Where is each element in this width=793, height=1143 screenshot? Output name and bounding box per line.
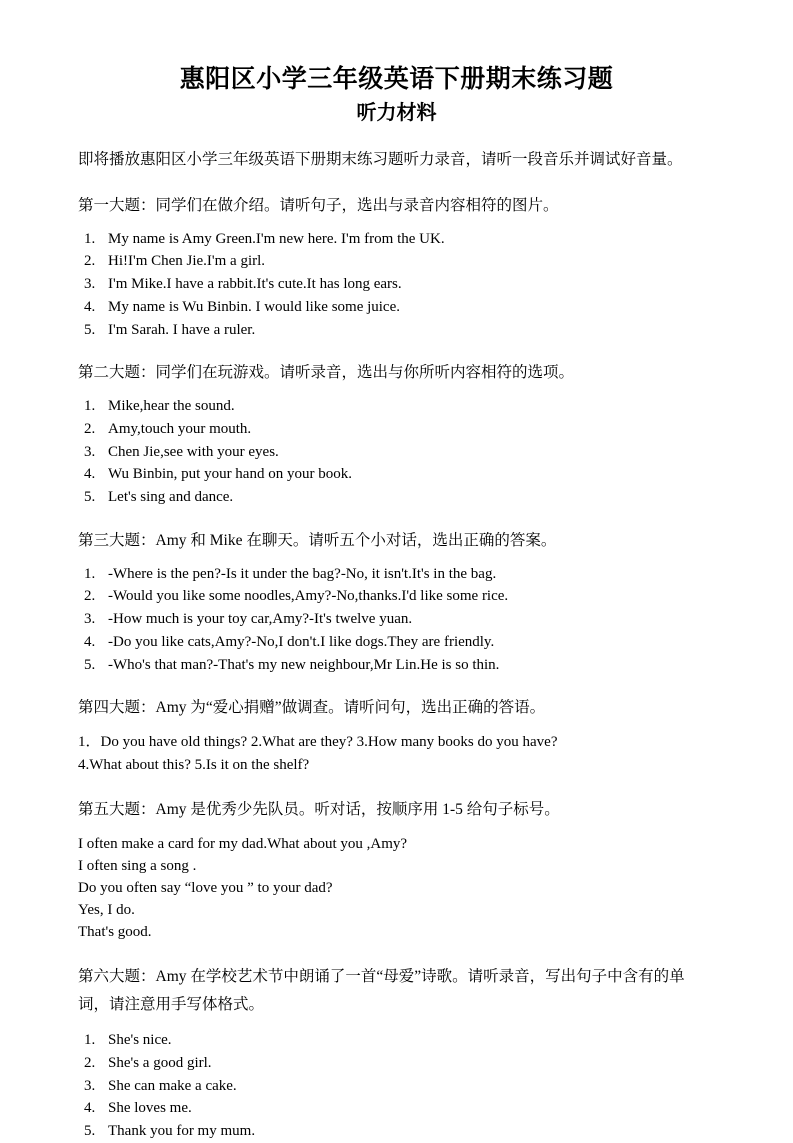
page-subtitle: 听力材料 — [356, 99, 437, 124]
text-line: Yes, I do. — [78, 901, 135, 918]
list-item — [78, 251, 715, 273]
section-2-heading: 第二大题：同学们在玩游戏。请听录音，选出与你所听内容相符的选项。 — [78, 364, 575, 382]
list-item-number: 5. — [84, 489, 96, 506]
list-item-number: 1. — [84, 398, 96, 415]
list-item-number: 3. — [84, 611, 96, 628]
list-item-text: -How much is your toy car,Amy?-It's twelve yuan. — [108, 611, 413, 628]
list-item-number: 1. — [84, 1032, 96, 1049]
list-item — [78, 1121, 715, 1143]
list-item-text: I'm Mike.I have a rabbit.It's cute.It has long ears. — [108, 276, 402, 293]
list-item-number: 2. — [84, 253, 96, 270]
section-5-lines — [78, 833, 715, 943]
list-item-number: 2. — [84, 420, 96, 437]
list-item — [78, 586, 715, 608]
list-item-number: 4. — [84, 466, 96, 483]
section-5-heading: 第五大题：Amy 是优秀少先队员。听对话，按顺序用 1-5 给句子标号。 — [78, 800, 560, 818]
text-line: I often sing a song . — [78, 857, 197, 874]
list-item-text: Thank you for my mum. — [108, 1123, 256, 1140]
list-item-text: My name is Wu Binbin. I would like some juice. — [108, 298, 401, 315]
list-item — [78, 1076, 715, 1098]
list-item-text: She's nice. — [108, 1032, 172, 1049]
list-item — [78, 487, 715, 509]
list-item-text: Let's sing and dance. — [108, 489, 234, 506]
list-item-number: 1. — [84, 565, 96, 582]
list-item — [78, 464, 715, 486]
section-4-lines — [78, 731, 715, 778]
list-item-number: 4. — [84, 633, 96, 650]
list-item — [78, 320, 715, 342]
list-item — [78, 396, 715, 418]
list-item — [78, 274, 715, 296]
list-item — [78, 632, 715, 654]
list-item-number: 4. — [84, 1100, 96, 1117]
list-item-text: She can make a cake. — [108, 1077, 237, 1094]
list-item — [78, 609, 715, 631]
list-item-text: -Do you like cats,Amy?-No,I don't.I like dogs.They are friendly. — [108, 633, 495, 650]
page-title: 惠阳区小学三年级英语下册期末练习题 — [179, 64, 614, 93]
intro-paragraph: 即将播放惠阳区小学三年级英语下册期末练习题听力录音，请听一段音乐并调试好音量。 — [78, 150, 683, 168]
text-line: That's good. — [78, 923, 152, 940]
list-item-number: 3. — [84, 276, 96, 293]
section-6-list — [78, 1030, 715, 1143]
section-6 — [78, 963, 715, 1143]
list-item-text: Chen Jie,see with your eyes. — [108, 443, 279, 460]
list-item — [78, 655, 715, 677]
list-item-text: -Would you like some noodles,Amy?-No,thanks.I'd like some rice. — [108, 588, 509, 605]
list-item — [78, 419, 715, 441]
section-2-list — [78, 396, 715, 509]
list-item — [78, 297, 715, 319]
section-2 — [78, 361, 715, 509]
list-item-number: 5. — [84, 656, 96, 673]
list-item — [78, 564, 715, 586]
list-item-number: 5. — [84, 321, 96, 338]
section-3-heading: 第三大题：Amy 和 Mike 在聊天。请听五个小对话，选出正确的答案。 — [78, 531, 557, 549]
list-item-text: Mike,hear the sound. — [108, 398, 235, 415]
list-item-text: I'm Sarah. I have a ruler. — [108, 321, 256, 338]
section-1-heading: 第一大题：同学们在做介绍。请听句子，选出与录音内容相符的图片。 — [78, 196, 559, 214]
list-item-text: She loves me. — [108, 1100, 192, 1117]
list-item-text: She's a good girl. — [108, 1054, 212, 1071]
list-item-number: 3. — [84, 443, 96, 460]
list-item-number: 1. — [84, 230, 96, 247]
list-item-text: Hi!I'm Chen Jie.I'm a girl. — [108, 253, 266, 270]
text-line: 4.What about this? 5.Is it on the shelf? — [78, 757, 310, 774]
list-item — [78, 442, 715, 464]
section-1 — [78, 194, 715, 342]
list-item-number: 2. — [84, 1054, 96, 1071]
section-4-heading: 第四大题：Amy 为“爱心捐赠”做调查。请听问句，选出正确的答语。 — [78, 699, 546, 717]
list-item-text: Amy,touch your mouth. — [108, 420, 252, 437]
section-3-list — [78, 564, 715, 677]
list-item-text: Wu Binbin, put your hand on your book. — [108, 466, 352, 483]
list-item — [78, 1053, 715, 1075]
text-line: I often make a card for my dad.What about you ,Amy? — [78, 835, 408, 852]
text-line: 1．Do you have old things? 2.What are they? 3.How many books do you have? — [78, 734, 558, 751]
list-item-number: 5. — [84, 1123, 96, 1140]
list-item — [78, 229, 715, 251]
list-item — [78, 1098, 715, 1120]
list-item-number: 3. — [84, 1077, 96, 1094]
section-6-heading: 第六大题：Amy 在学校艺术节中朗诵了一首“母爱”诗歌。请听录音，写出句子中含有的单词，请注意用手写体格式。 — [78, 967, 685, 1014]
list-item-text: -Where is the pen?-Is it under the bag?-No, it isn't.It's in the bag. — [108, 565, 497, 582]
list-item-number: 4. — [84, 298, 96, 315]
section-1-list — [78, 229, 715, 342]
list-item — [78, 1030, 715, 1052]
list-item-number: 2. — [84, 588, 96, 605]
section-3 — [78, 529, 715, 677]
section-5 — [78, 798, 715, 943]
text-line: Do you often say “love you ” to your dad? — [78, 879, 333, 896]
list-item-text: My name is Amy Green.I'm new here. I'm from the UK. — [108, 230, 445, 247]
list-item-text: -Who's that man?-That's my new neighbour,Mr Lin.He is so thin. — [108, 656, 500, 673]
section-4 — [78, 696, 715, 777]
